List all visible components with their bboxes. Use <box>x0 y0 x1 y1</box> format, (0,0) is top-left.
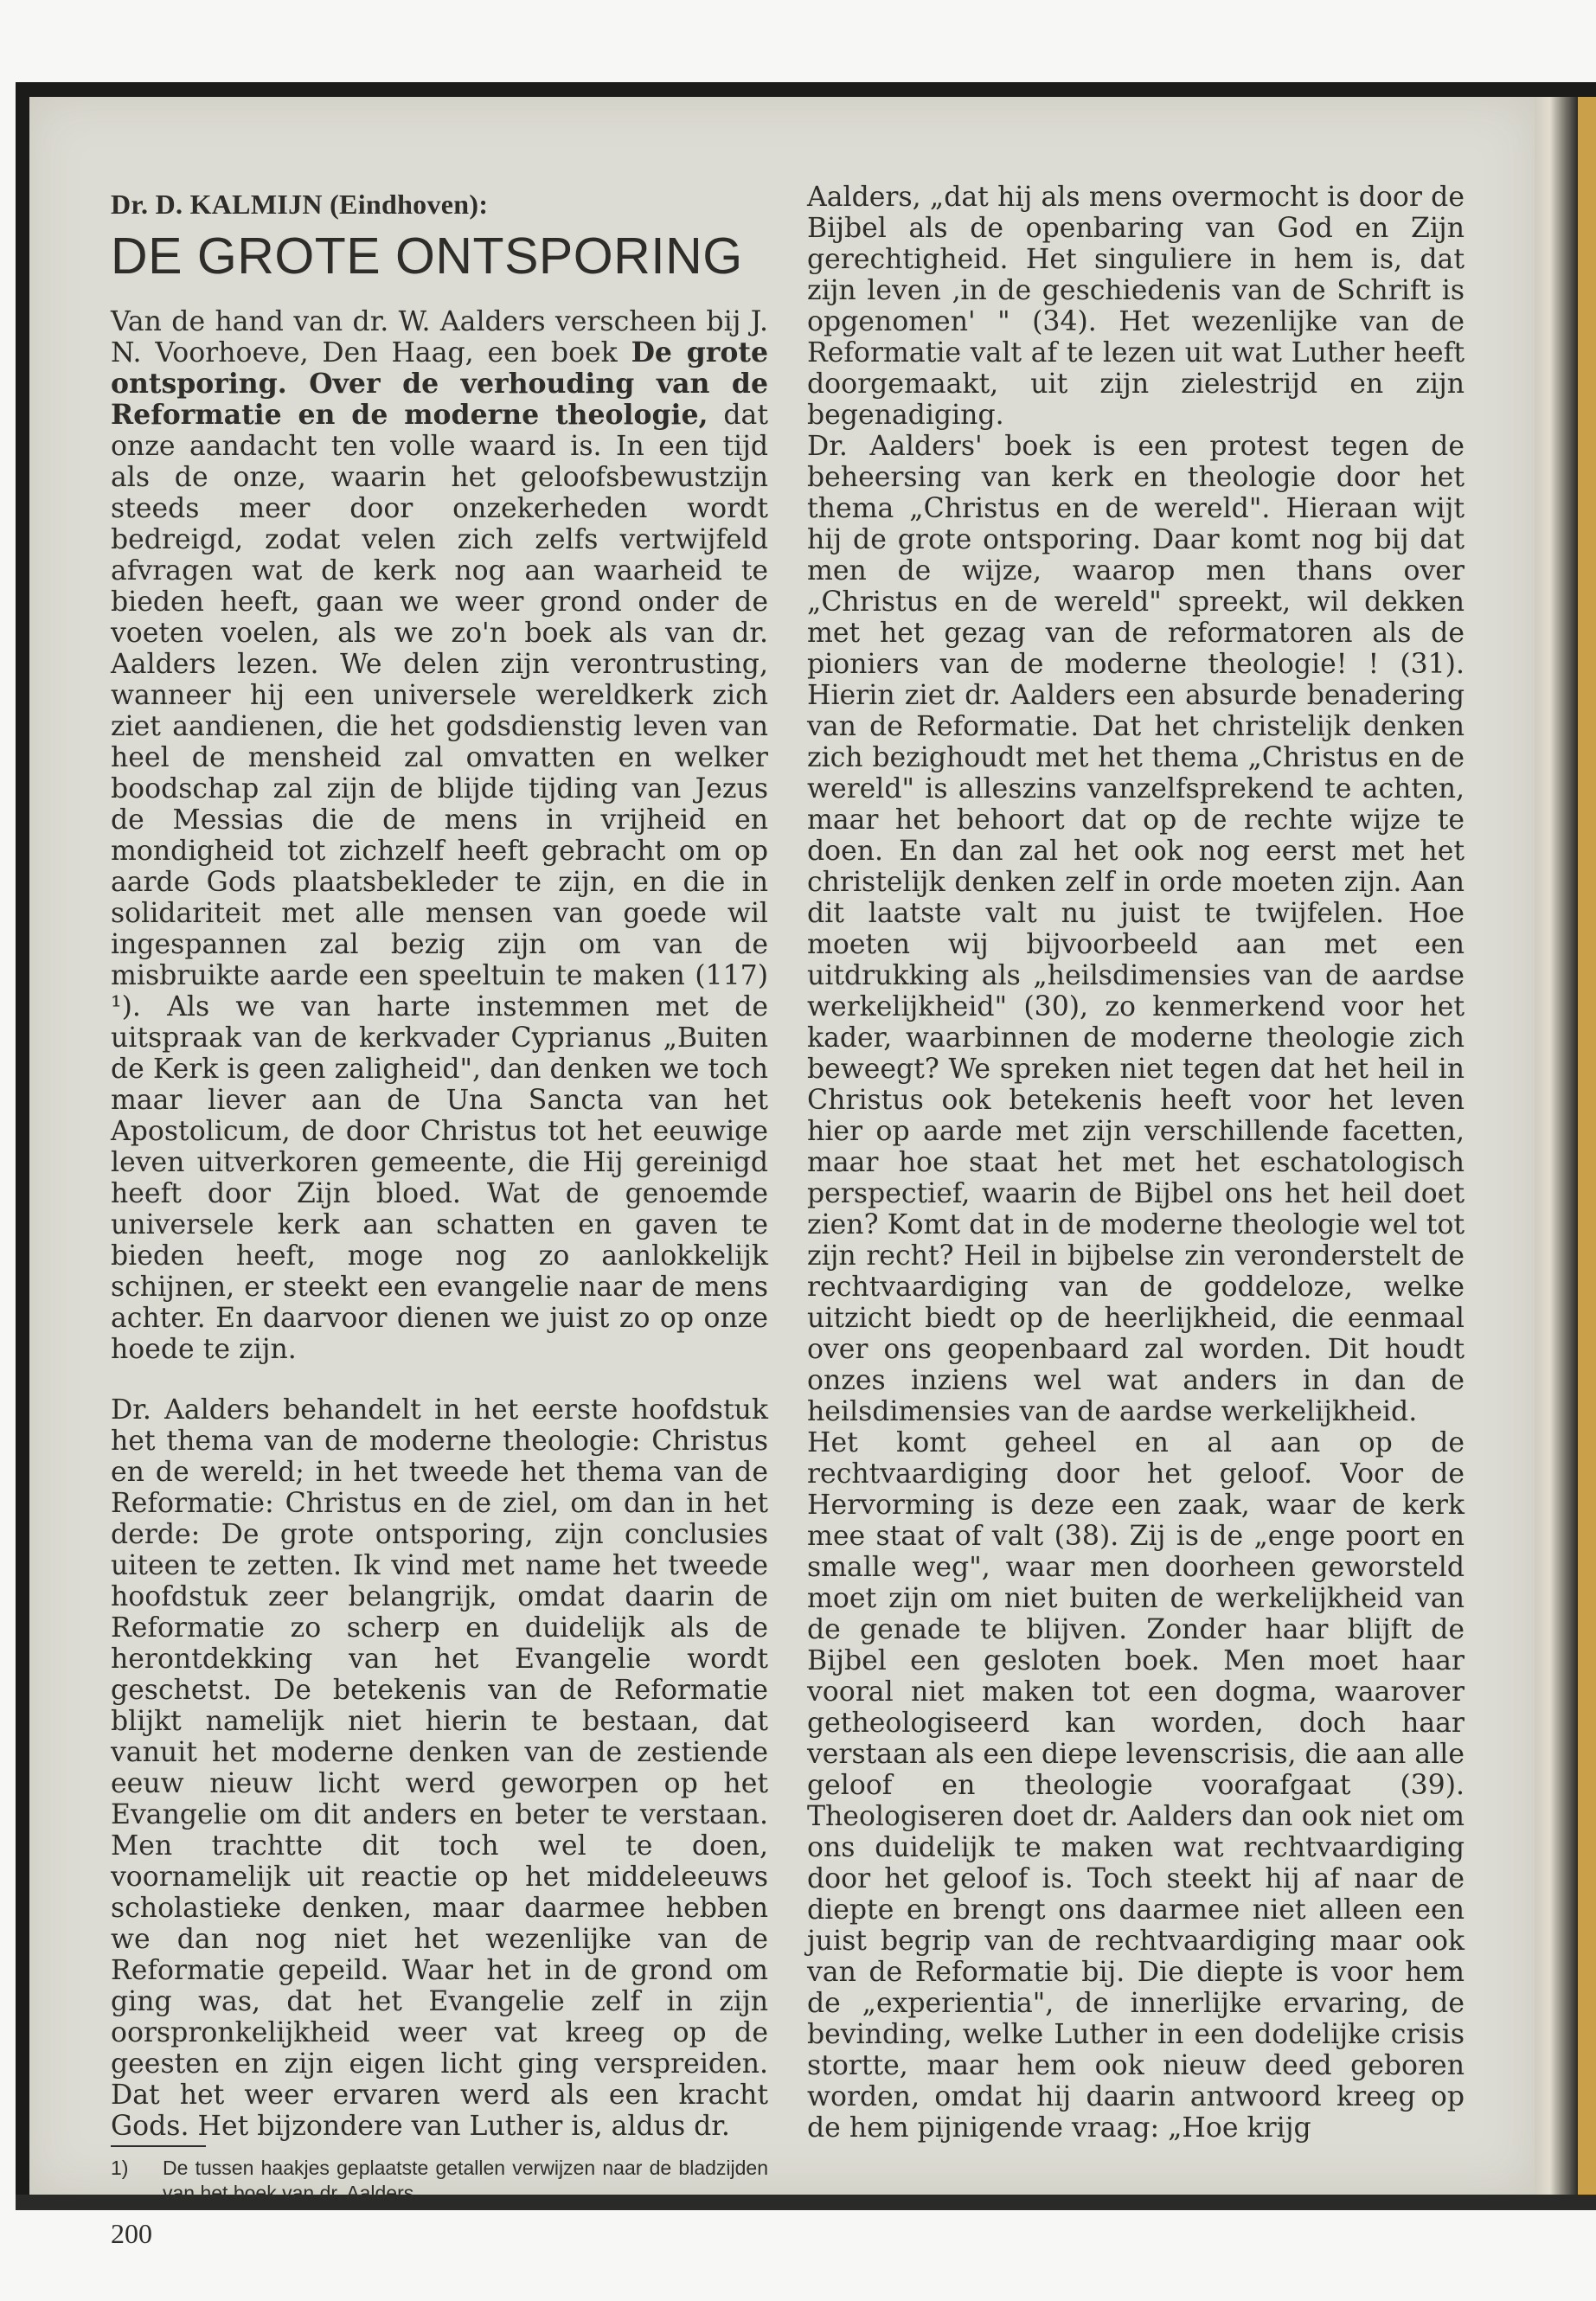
intro-text-a: Van de hand van dr. W. Aalders verscheen bij J. N. Voorhoeve, Den Haag, een boek <box>111 306 768 369</box>
article-author: Dr. D. KALMIJN (Eindhoven): <box>111 189 489 220</box>
intro-text-b: dat onze aandacht ten volle waard is. In een tijd als de onze, waarin het geloofsbewustzijn steeds meer door onzekerheden wordt bedreigd, zodat velen zich zelfs vertwijfeld afvragen wat de kerk nog aan waarheid te bieden heeft, gaan we weer grond onder de voeten voelen, als we zo'n boek als van dr. Aalders lezen. We delen zijn verontrusting, wanneer hij een universele wereldkerk zich ziet aandienen, die het godsdienstig leven van heel de mensheid zal omvatten en welker boodschap zal zijn de blijde tijding van Jezus de Messias die de mens in vrijheid en mondigheid tot zichzelf heeft gebracht om op aarde Gods plaatsbekleder te zijn, en die in solidariteit met alle mensen van goede wil ingespannen zal bezig zijn om van de misbruikte aarde een speeltuin te maken (117) ¹). Als we van harte instemmen met de uitspraak van de kerkvader Cyprianus „Buiten de Kerk is geen zaligheid", dan denken we toch maar liever aan de Una Sancta van het Apostolicum, de door Christus tot het eeuwige leven uitverkoren gemeente, die Hij gereinigd heeft door Zijn bloed. Wat de genoemde universele kerk aan schatten en gaven te bieden heeft, moge nog zo aanlokkelijk schijnen, er steekt een evangelie naar de mens achter. En daarvoor dienen we juist zo op onze hoede te zijn. <box>111 400 768 1365</box>
article-title: DE GROTE ONTSPORING <box>111 228 743 285</box>
paragraph-luther: Aalders, „dat hij als mens overmocht is door de Bijbel als de openbaring van God en Zijn gerechtigheid. Het singuliere in hem is, dat zijn leven ‚in de geschiedenis van de Schrift is opgenomen' " (34). Het wezenlijke van de Reformatie valt af te lezen uit wat Luther heeft doorgemaakt, uit zijn zielestrijd en zijn begenadiging. <box>807 182 1465 431</box>
paragraph-protest: Dr. Aalders' boek is een protest tegen de beheersing van kerk en theologie door het thema „Christus en de wereld". Hieraan wijt hij de grote ontsporing. Daar komt nog bij dat men de wijze, waarop men thans over „Christus en de wereld" spreekt, wil dekken met het gezag van de reformatoren als de pioniers van de moderne theologie! ! (31). Hierin ziet dr. Aalders een absurde benadering van de Reformatie. Dat het christelijk denken zich bezighoudt met het thema „Christus en de wereld" is alleszins vanzelfsprekend te achten, maar het behoort dat op de rechte wijze te doen. En dan zal het ook nog eerst met het christelijk denken zelf in orde moeten zijn. Aan dit laatste valt nu juist te twijfelen. Hoe moeten wij bijvoorbeeld aan met een uitdrukking als „heilsdimensies van de aardse werkelijkheid" (30), zo kenmerkend voor het kader, waarbinnen de moderne theologie zich beweegt? We spreken niet tegen dat het heil in Christus ook betekenis heeft voor het leven hier op aarde met zijn verschillende facetten, maar hoe staat het met het eschatologisch perspectief, waarin de Bijbel ons het heil doet zien? Komt dat in de moderne theologie wel tot zijn recht? Heil in bijbelse zin veronderstelt de rechtvaardiging van de goddeloze, welke uitzicht biedt op de heerlijkheid, die eenmaal over ons geopenbaard zal worden. Dit houdt onzes inziens wel wat anders in dan de heilsdimensies van de aardse werkelijkheid. <box>807 431 1465 1427</box>
paragraph-intro <box>111 306 768 1365</box>
book-title: De grote ontsporing. Over de verhouding van de Reformatie en de moderne theologie, <box>111 336 768 431</box>
page-edge <box>1535 97 1578 2195</box>
footnote <box>111 2156 768 2206</box>
paragraph-justification: Het komt geheel en al aan op de rechtvaardiging door het geloof. Voor de Hervorming is deze een zaak, waar de kerk mee staat of valt (38). Zij is de „enge poort en smalle weg", waar men doorheen geworsteld moet zijn om niet buiten de werkelijkheid van de genade te blijven. Zonder haar blijft de Bijbel een gesloten boek. Men moet haar vooral niet maken tot een dogma, waarover getheologiseerd kan worden, doch haar verstaan als een diepe levenscrisis, die aan alle geloof en theologie voorafgaat (39). Theologiseren doet dr. Aalders dan ook niet om ons duidelijk te maken wat rechtvaardiging door het geloof is. Toch steekt hij af naar de diepte en brengt ons daarmee niet alleen een juist begrip van de rechtvaardiging maar ook van de Reformatie bij. Die diepte is voor hem de „experientia", de innerlijke ervaring, de bevinding, welke Luther in een dodelijke crisis stortte, maar hem ook nieuw deed geboren worden, omdat hij daarin antwoord kreeg op de hem pijnigende vraag: „Hoe krijg <box>807 1427 1465 2144</box>
page-number: 200 <box>111 2218 152 2249</box>
footnote-divider <box>111 2145 206 2147</box>
binding-strip <box>1578 97 1596 2195</box>
left-column <box>111 182 768 2249</box>
paragraph-chapters: Dr. Aalders behandelt in het eerste hoofdstuk het thema van de moderne theologie: Christus en de wereld; in het tweede het thema van de Reformatie: Christus en de ziel, om dan in het derde: De grote ontsporing, zijn conclusies uiteen te zetten. Ik vind met name het tweede hoofdstuk zeer belangrijk, omdat daarin de Reformatie zo scherp en duidelijk als de herontdekking van het Evangelie wordt geschetst. De betekenis van de Reformatie blijkt namelijk niet hierin te bestaan, dat vanuit het moderne denken van de zestiende eeuw nieuw licht werd geworpen op het Evangelie om dit anders en beter te verstaan. Men trachtte dit toch wel te doen, voornamelijk uit reactie op het middeleeuws scholastieke denken, maar daarmee hebben we dan nog niet het wezenlijke van de Reformatie gepeild. Waar het in de grond om ging was, dat het Evangelie zelf in zijn oorspronkelijkheid weer vat kreeg op de geesten en zijn eigen licht ging verspreiden. Dat het weer ervaren werd als een kracht Gods. Het bijzondere van Luther is, aldus dr. <box>111 1394 768 2142</box>
right-column <box>807 182 1465 2144</box>
footnote-mark: 1) <box>111 2157 129 2179</box>
footnote-text: De tussen haakjes geplaatste getallen verwijzen naar de bladzijden van het boek van dr. Aalders. <box>163 2157 768 2204</box>
